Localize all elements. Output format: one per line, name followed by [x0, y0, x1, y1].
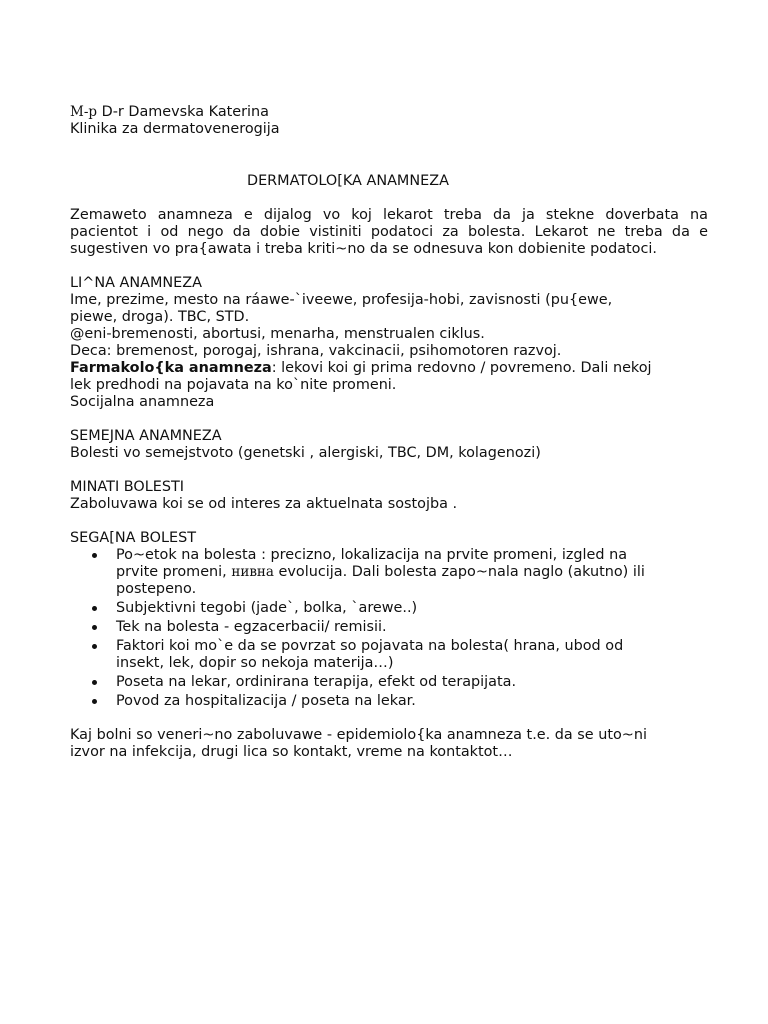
section-semejna-anamneza: [70, 428, 708, 462]
section-heading: SEGA[NA BOLEST: [70, 530, 197, 546]
closing-line: izvor na infekcija, drugi lica so kontakt, vreme na kontaktot…: [70, 744, 513, 760]
bullet-icon: [92, 699, 97, 704]
section-line: Bolesti vo semejstvoto (genetski , alergiski, TBC, DM, kolagenozi): [70, 445, 541, 461]
closing-paragraph: [70, 727, 708, 761]
bullet-icon: [92, 553, 97, 558]
section-line: Deca: bremenost, porogaj, ishrana, vakcinacii, psihomotoren razvoj.: [70, 343, 562, 359]
closing-line: Kaj bolni so veneri~no zaboluvawe - epidemiolo{ka anamneza t.e. da se uto~ni: [70, 727, 647, 743]
intro-line: sugestiven vo pra{awata i treba kriti~no da se odnesuva kon dobienite podatoci.: [70, 241, 657, 257]
section-line: Zaboluvawa koi se od interes za aktuelnata sostojba .: [70, 496, 458, 512]
list-item-line: [116, 564, 708, 581]
socijalna-anamneza: Socijalna anamneza: [70, 394, 215, 410]
farmakoloska-text: : lekovi koi gi prima redovno / povremeno. Dali nekoj: [271, 360, 652, 376]
section-line: lek predhodi na pojavata na ko`nite promeni.: [70, 377, 397, 393]
bullet-icon: [92, 606, 97, 611]
list-item-text: prvite promeni,: [116, 564, 232, 580]
intro-line: Zemaweto anamneza e dijalog vo koj lekarot treba da ja stekne doverbata na: [70, 207, 708, 223]
farmakoloska-line: [70, 360, 708, 377]
bullet-list: [70, 547, 708, 710]
section-line: Ime, prezime, mesto na ráawe-`iveewe, profesija-hobi, zavisnosti (pu{ewe,: [70, 292, 613, 308]
author-prefix: M-р: [70, 104, 98, 120]
bullet-icon: [92, 680, 97, 685]
list-item-line: postepeno.: [116, 581, 197, 597]
author-name: D-r Damevska Katerina: [101, 104, 269, 120]
section-line: @eni-bremenosti, abortusi, menarha, menstrualen ciklus.: [70, 326, 485, 342]
section-heading: SEMEJNA ANAMNEZA: [70, 428, 222, 444]
intro-line: pacientot i od nego da dobie vistiniti podatoci za bolesta. Lekarot ne treba da e: [70, 224, 708, 240]
farmakoloska-label: Farmakolo{ka anamneza: [70, 360, 272, 376]
section-heading: LI^NA ANAMNEZA: [70, 275, 202, 291]
list-item: [70, 674, 708, 691]
list-item-text-cyrillic: нивна: [231, 564, 274, 580]
list-item-line: Tek na bolesta - egzacerbacii/ remisii.: [116, 619, 387, 635]
list-item: [70, 693, 708, 710]
section-minati-bolesti: [70, 479, 708, 513]
list-item-line: Povod za hospitalizacija / poseta na lekar.: [116, 693, 416, 709]
list-item: [70, 600, 708, 617]
document-title: DERMATOLO[KA ANAMNEZA: [247, 173, 449, 189]
author-line: [70, 104, 708, 121]
section-line: piewe, droga). TBC, STD.: [70, 309, 250, 325]
list-item-text: evolucija. Dali bolesta zapo~nala naglo (akutno) ili: [273, 564, 645, 580]
list-item-line: Faktori koi mo`e da se povrzat so pojavata na bolesta( hrana, ubod od: [116, 638, 624, 654]
list-item-line: Poseta na lekar, ordinirana terapija, efekt od terapijata.: [116, 674, 517, 690]
list-item: [70, 638, 708, 672]
section-heading: MINATI BOLESTI: [70, 479, 184, 495]
list-item: [70, 619, 708, 636]
intro-paragraph: [70, 207, 708, 258]
section-segasna-bolest: [70, 530, 708, 710]
clinic-name: Klinika za dermatovenerogija: [70, 121, 280, 137]
bullet-icon: [92, 625, 97, 630]
list-item-line: insekt, lek, dopir so nekoja materija…): [116, 655, 394, 671]
section-licna-anamneza: [70, 275, 708, 411]
list-item: [70, 547, 708, 598]
bullet-icon: [92, 644, 97, 649]
list-item-line: Subjektivni tegobi (jade`, bolka, `arewe..): [116, 600, 418, 616]
document-page: [70, 104, 708, 761]
list-item-line: Po~etok na bolesta : precizno, lokalizacija na prvite promeni, izgled na: [116, 547, 628, 563]
